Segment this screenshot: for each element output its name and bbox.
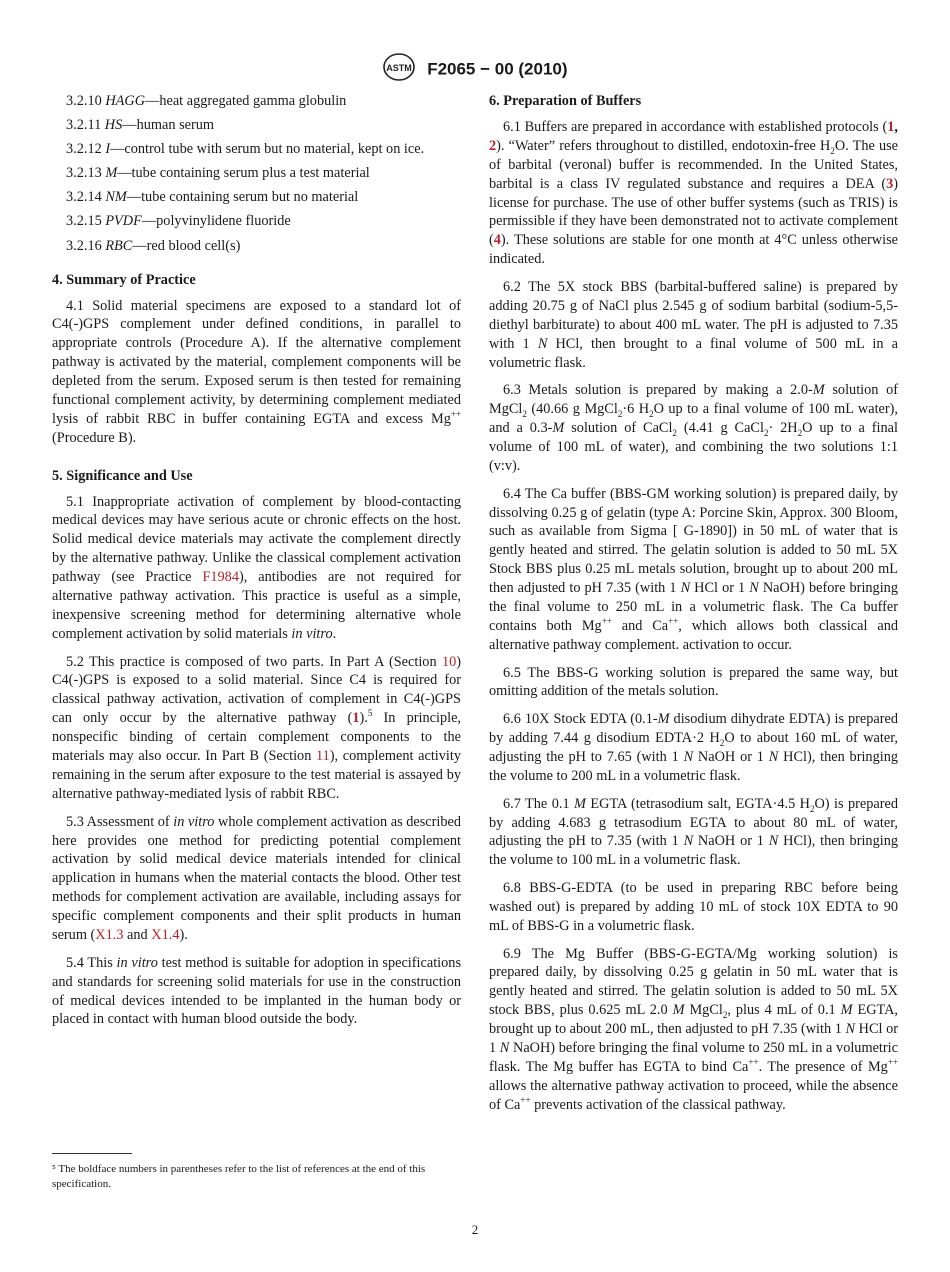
section-4-heading: 4. Summary of Practice	[52, 271, 196, 288]
paragraph-5-4: 5.4 This in vitro test method is suitable for adoption in specifications and standards for screening solid materials for use in the construction of medical devices intended to be implanted in the human body or placed in contact with human blood outside the body.	[52, 954, 462, 1028]
section-6-heading: 6. Preparation of Buffers	[489, 93, 642, 109]
footnote-5: ⁵ The boldface numbers in parentheses refer to the list of references at the end of this specification.	[52, 1163, 426, 1190]
paragraph-4-1: 4.1 Solid material specimens are exposed to a standard lot of C4(-)GPS complement under defined conditions, in parallel to appropriate controls (Procedure A). If the alternative complement pathway is activated by the material, complement components will be depleted from the serum. Exposed serum is then tested for remaining functional complement activity, by determining complement mediated lysis of rabbit RBC in buffer containing EGTA and excess Mg++ (Procedure B).	[52, 297, 461, 446]
paragraph-6-1: 6.1 Buffers are prepared in accordance with established protocols (1, 2). “Water” refers throughout to distilled, endotoxin-free $H_2O$. The use of barbital (veronal) buffer is recommended. In the United States, barbital is a class IV regulated substance and requires a DEA (3) license for purchase. The use of other buffer systems (such as TRIS) is permissible if they have been demonstrated not to activate complement (4). These solutions are stable for one month at 4°C unless otherwise indicated.	[489, 118, 898, 268]
ref-link-1[interactable]: 1	[352, 710, 360, 727]
ref-link-2[interactable]: 2	[489, 137, 497, 154]
page-header	[0, 52, 950, 87]
definition-3-2-10: 3.2.10 HAGG—heat aggregated gamma globulin	[66, 93, 347, 109]
ref-link-f1984[interactable]: F1984	[202, 569, 239, 586]
paragraph-6-4: 6.4 The Ca buffer (BBS-GM working solution) is prepared daily, by dissolving 0.25 g of gelatin (type A: Porcine Skin, Approx. 300 Bloom, such as available from Sigma [ G-1890]) in 50 mL of water that is gently heated and stirred. The gelatin solution is added to 50 mL 5X Stock BBS plus 0.25 mL metals solution, brought up to about 200 mL then adjusted to pH 7.35 (with 1 N HCl or 1 N NaOH) before bringing the final volume to 250 mL in a volumetric flask. The Ca buffer contains both Mg++ and Ca++, which allows both classical and alternative pathway complement. activation to occur.	[489, 485, 898, 653]
paragraph-5-1: 5.1 Inappropriate activation of complement by blood-contacting medical devices may have serious acute or chronic effects on the host. Solid medical device materials may activate the complement directly by the alternative pathway. Unlike the classical complement activation pathway (see Practice F1984), antibodies are not required for alternative pathway activation. This practice is useful as a simple, inexpensive screening method for determining alternative whole complement activation by solid materials in vitro.	[52, 493, 461, 642]
paragraph-6-8: 6.8 BBS-G-EDTA (to be used in preparing RBC before being washed out) is prepared by adding 10 mL of stock 10X EDTA to 90 mL of BBS-G in a volumetric flask.	[489, 880, 898, 934]
paragraph-5-2: 5.2 This practice is composed of two parts. In Part A (Section 10) C4(-)GPS is exposed to a solid material. Since C4 is required for classical pathway activation, activation of complement in C4(-)GPS can only occur by the alternative pathway (1).$^5$ In principle, nonspecific binding of certain complement components to the materials may also occur. In Part B (Section 11), complement activity remaining in the serum after exposure to the test material is assayed by alternative pathway-mediated lysis of rabbit RBC.	[52, 653, 462, 802]
definition-3-2-15: 3.2.15 PVDF—polyvinylidene fluoride	[66, 213, 291, 230]
ref-link-3[interactable]: 3	[886, 175, 894, 192]
definition-3-2-12: 3.2.12 I—control tube with serum but no material, kept on ice.	[66, 141, 425, 158]
definition-3-2-11: 3.2.11 HS—human serum	[66, 117, 215, 134]
paragraph-6-2: 6.2 The 5X stock BBS (barbital-buffered saline) is prepared by adding 20.75 g of NaCl plus 2.545 g of sodium barbital (sodium-5,5-diethyl barbiturate) to about 400 mL water. The pH is adjusted to 7.35 with 1 N HCl, then brought to a final volume of 500 mL in a volumetric flask.	[489, 278, 898, 371]
definition-3-2-14: 3.2.14 NM—tube containing serum but no material	[66, 189, 359, 206]
ref-link-4[interactable]: 4	[493, 232, 501, 249]
paragraph-6-6: 6.6 10X Stock EDTA (0.1-M disodium dihydrate EDTA) is prepared by adding 7.44 g disodium EDTA·2 $H_2O$ to about 160 mL of water, adjusting the pH to 7.65 (with 1 N NaOH or 1 N HCl), then bringing the volume to 200 mL in a volumetric flask.	[489, 711, 899, 784]
footnote-divider	[52, 1153, 132, 1154]
paragraph-5-3: 5.3 Assessment of in vitro whole complement activation as described here provides one method for predicting potential complement activation by solid medical device materials intended for clinical application in humans when the material contacts the blood. Other test methods for complement activation are available, including assays for specific complement components and their split products in human serum (X1.3 and X1.4).	[52, 813, 461, 944]
paragraph-6-3: 6.3 Metals solution is prepared by making a 2.0-M solution of MgCl$_2$ (40.66 g MgCl$_2$·6 $H_2O$ up to a final volume of 100 mL water), and a 0.3-M solution of CaCl$_2$ (4.41 g CaCl$_2$· $2H_2O$ up to a final volume of 100 mL of water), and combining the two solutions 1:1 (v:v).	[489, 382, 898, 474]
left-column	[52, 92, 461, 1038]
definition-3-2-16: 3.2.16 RBC—red blood cell(s)	[66, 237, 241, 254]
astm-logo-icon	[382, 52, 416, 87]
document-id: F2065 − 00 (2010)	[427, 59, 568, 79]
ref-link-1[interactable]: 1	[887, 118, 895, 135]
ref-link-section-10[interactable]: 10	[441, 653, 457, 670]
paragraph-6-5: 6.5 The BBS-G working solution is prepared the same way, but omitting addition of the metals solution.	[489, 664, 898, 700]
definition-3-2-13: 3.2.13 M—tube containing serum plus a test material	[66, 165, 370, 182]
paragraph-6-9: 6.9 The Mg Buffer (BBS-G-EGTA/Mg working solution) is prepared daily, by dissolving 0.25 g gelatin in 50 mL water that is gently heated and stirred. The gelatin solution is added to 50 mL 5X stock BBS, plus 0.625 mL 2.0 M MgCl$_2$, plus 4 mL of 0.1 M EGTA, brought up to about 200 mL, then adjusted to pH 7.35 (with 1 N HCl or 1 N NaOH) before bringing the final volume to 250 mL in a volumetric flask. The Mg buffer has EGTA to bind Ca++. The presence of Mg++ allows the alternative pathway activation to proceed, while the absence of Ca++ prevents activation of the classical pathway.	[489, 945, 899, 1113]
ref-link-section-11[interactable]: 11	[316, 748, 330, 765]
paragraph-6-7: 6.7 The 0.1 M EGTA (tetrasodium salt, EGTA·4.5 $H_2O$) is prepared by adding 4.683 g tetrasodium EGTA to about 80 mL of water, adjusting the pH to 7.35 (with 1 N NaOH or 1 N HCl), then bringing the volume to 100 mL in a volumetric flask.	[489, 795, 898, 869]
svg-text:ASTM: ASTM	[386, 63, 413, 73]
ref-link-x1-3[interactable]: X1.3	[95, 927, 124, 944]
ref-link-x1-4[interactable]: X1.4	[151, 927, 180, 944]
right-column	[489, 92, 898, 1123]
section-5-heading: 5. Significance and Use	[52, 467, 193, 484]
page-number: 2	[471, 1222, 479, 1237]
